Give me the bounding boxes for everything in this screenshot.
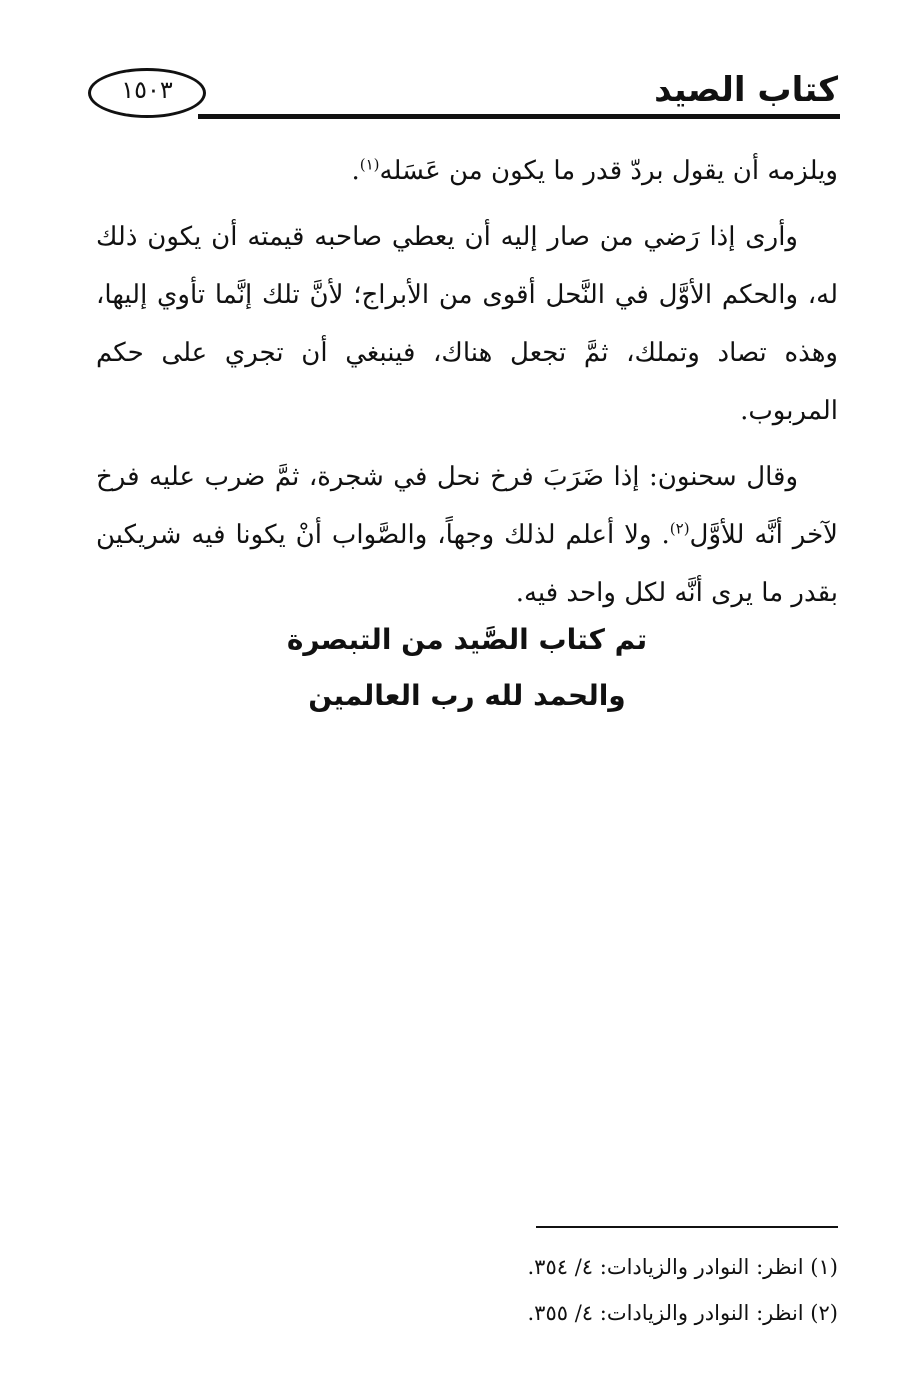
page-header <box>88 62 840 126</box>
footnote-ref: (١) <box>359 155 380 174</box>
paragraph <box>96 142 838 200</box>
footnote-rule <box>536 1226 838 1228</box>
paragraph-end: . ولا أعلم لذلك وجهاً، والصَّواب أنْ يكونا فيه شريكين بقدر ما يرى أنَّه لكل واحد فيه. <box>96 520 838 608</box>
paragraph-text: وقال سحنون: إذا ضَرَبَ فرخ نحل في شجرة، ثمَّ ضرب عليه فرخ لآخر أنَّه للأوَّل <box>96 462 839 550</box>
paragraph <box>96 448 838 622</box>
body-text <box>96 142 838 630</box>
footnote: (٢) انظر: النوادر والزيادات: ٤/ ٣٥٥. <box>527 1301 838 1325</box>
paragraph: وأرى إذا رَضي من صار إليه أن يعطي صاحبه قيمته أن يكون ذلك له، والحكم الأوَّل في النَّحل أقوى من الأبراج؛ لأنَّ تلك إنَّما تأوي إليها، وهذه تصاد وتملك، ثمَّ تجعل هناك، فينبغي أن تجري على حكم المربوب. <box>96 222 838 426</box>
footnotes <box>96 1244 838 1336</box>
paragraph-end: . <box>351 156 360 186</box>
footnote-ref: (٢) <box>669 519 690 538</box>
header-rule <box>198 114 840 119</box>
footnote: (١) انظر: النوادر والزيادات: ٤/ ٣٥٤. <box>527 1255 838 1279</box>
colophon-line: والحمد لله رب العالمين <box>308 679 626 712</box>
page-number: ١٥٠٣ <box>121 76 173 104</box>
closing-colophon <box>96 612 838 724</box>
running-title: كتاب الصيد <box>654 70 838 110</box>
colophon-line: تم كتاب الصَّيد من التبصرة <box>286 623 648 656</box>
paragraph-text: ويلزمه أن يقول بردّ قدر ما يكون من عَسَله <box>379 156 838 186</box>
